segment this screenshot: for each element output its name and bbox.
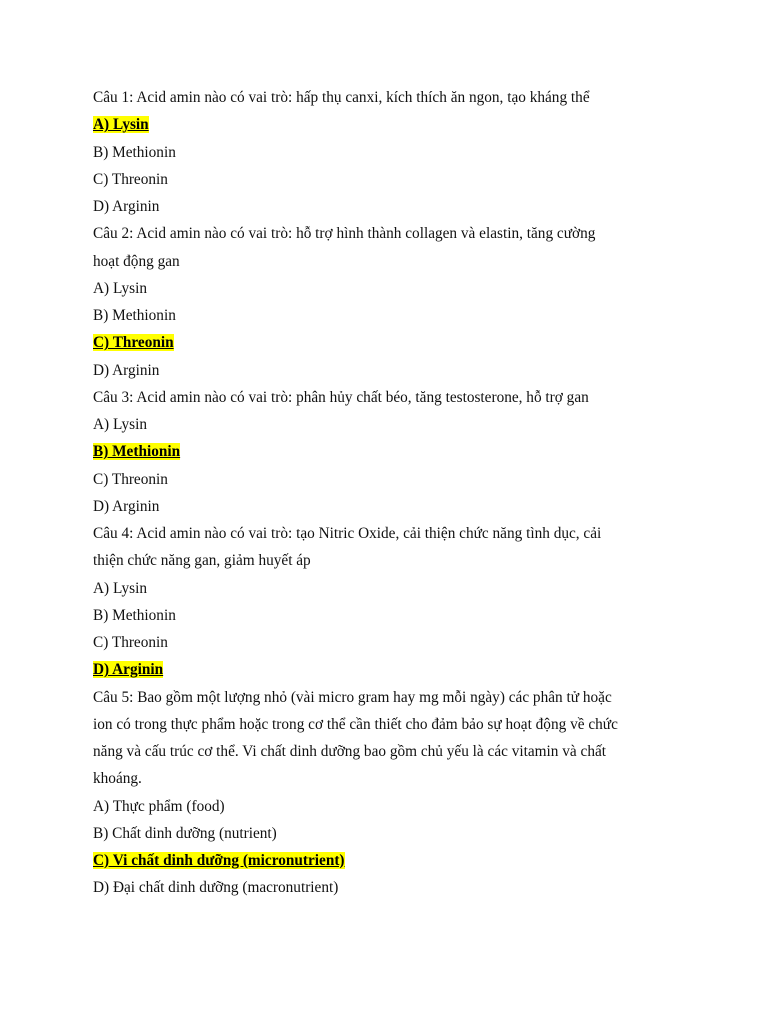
question-text-line: Câu 3: Acid amin nào có vai trò: phân hủy chất béo, tăng testosterone, hỗ trợ gan	[93, 388, 589, 406]
option-label: C) Threonin	[93, 334, 174, 352]
question-text-line: Câu 2: Acid amin nào có vai trò: hỗ trợ hình thành collagen và elastin, tăng cường	[93, 225, 596, 243]
option-label: D) Đại chất dinh dưỡng (macronutrient)	[93, 879, 339, 897]
option-label: D) Arginin	[93, 661, 164, 679]
question-block	[93, 384, 683, 520]
option-label: B) Methionin	[93, 606, 176, 624]
question-text-line: ion có trong thực phẩm hoặc trong cơ thể cần thiết cho đảm bảo sự hoạt động về chức	[93, 715, 618, 733]
option-label: A) Thực phẩm (food)	[93, 797, 225, 815]
option-label: C) Threonin	[93, 170, 168, 188]
question-text-line: Câu 5: Bao gồm một lượng nhỏ (vài micro gram hay mg mỗi ngày) các phân tử hoặc	[93, 688, 612, 706]
question-text-line: Câu 1: Acid amin nào có vai trò: hấp thụ canxi, kích thích ăn ngon, tạo kháng thể	[93, 89, 590, 106]
question-text-line: khoáng.	[93, 770, 142, 788]
answer-option	[93, 575, 683, 602]
question-block	[93, 220, 683, 384]
option-label: D) Arginin	[93, 361, 160, 379]
option-label: A) Lysin	[93, 116, 149, 134]
answer-option	[93, 874, 683, 901]
answer-option	[93, 793, 683, 820]
quiz-document	[93, 84, 683, 902]
option-label: A) Lysin	[93, 416, 147, 433]
answer-option	[93, 629, 683, 656]
question-text-line: năng và cấu trúc cơ thể. Vi chất dinh dưỡng bao gồm chủ yếu là các vitamin và chất	[93, 743, 607, 760]
option-label: D) Arginin	[93, 198, 160, 215]
option-label: D) Arginin	[93, 497, 160, 515]
answer-option	[93, 166, 683, 193]
answer-option	[93, 493, 683, 520]
answer-option	[93, 466, 683, 493]
option-label: C) Threonin	[93, 470, 168, 488]
question-block	[93, 684, 683, 902]
answer-option	[93, 193, 683, 220]
answer-option	[93, 820, 683, 847]
answer-option	[93, 411, 683, 438]
option-label: A) Lysin	[93, 579, 147, 597]
answer-option-correct	[93, 656, 683, 683]
option-label: B) Methionin	[93, 143, 176, 161]
option-label: B) Chất dinh dưỡng (nutrient)	[93, 824, 277, 842]
answer-option	[93, 302, 683, 329]
answer-option	[93, 139, 683, 166]
option-label: B) Methionin	[93, 443, 181, 461]
option-label: A) Lysin	[93, 279, 147, 297]
answer-option-correct	[93, 847, 683, 874]
question-block	[93, 84, 683, 220]
question-text-line: hoạt động gan	[93, 252, 180, 270]
answer-option	[93, 275, 683, 302]
answer-option-correct	[93, 438, 683, 465]
answer-option-correct	[93, 329, 683, 356]
option-label: C) Vi chất dinh dưỡng (micronutrient)	[93, 852, 345, 869]
answer-option	[93, 602, 683, 629]
question-text-line: thiện chức năng gan, giảm huyết áp	[93, 552, 311, 570]
question-text-line: Câu 4: Acid amin nào có vai trò: tạo Nitric Oxide, cải thiện chức năng tình dục, cải	[93, 525, 602, 542]
answer-option-correct	[93, 111, 683, 138]
answer-option	[93, 357, 683, 384]
option-label: C) Threonin	[93, 634, 168, 651]
question-block	[93, 520, 683, 684]
option-label: B) Methionin	[93, 307, 176, 324]
